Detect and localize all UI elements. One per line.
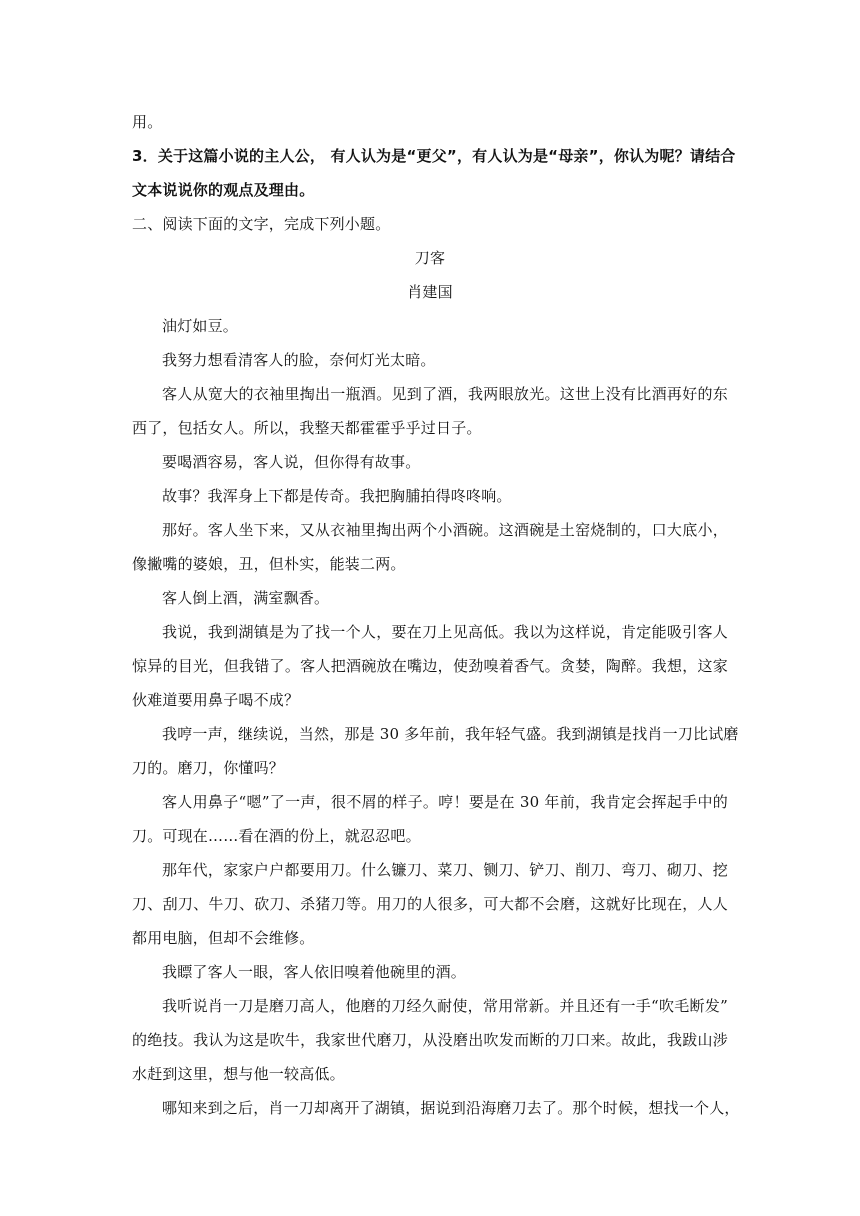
story-line: 西了，包括女人。所以，我整天都霍霍乎乎过日子。 <box>132 419 482 437</box>
story-line: 我瞟了客人一眼，客人依旧嗅着他碗里的酒。 <box>162 963 467 981</box>
story-line: 的绝技。我认为这是吹牛，我家世代磨刀，从没磨出吹发而断的刀口来。故此，我跋山涉 <box>132 1031 728 1049</box>
story-line: 我听说肖一刀是磨刀高人，他磨的刀经久耐使，常用常新。并且还有一手“吹毛断发” <box>162 997 728 1015</box>
story-author: 肖建国 <box>407 283 453 301</box>
story-line: 刀。可现在……看在酒的份上，就忍忍吧。 <box>132 827 421 845</box>
story-line: 刀、刮刀、牛刀、砍刀、杀猪刀等。用刀的人很多，可大都不会磨，这就好比现在，人人 <box>132 895 728 913</box>
story-line: 客人倒上酒，满室飘香。 <box>162 589 330 607</box>
story-line: 我说，我到湖镇是为了找一个人，要在刀上见高低。我以为这样说，肯定能吸引客人 <box>162 623 728 641</box>
story-line: 客人用鼻子“嗯”了一声，很不屑的样子。哼！要是在 30 年前，我肯定会挥起手中的 <box>162 793 728 811</box>
previous-answer-tail: 用。 <box>132 113 163 131</box>
story-line: 客人从宽大的衣袖里掏出一瓶酒。见到了酒，我两眼放光。这世上没有比酒再好的东 <box>162 385 728 403</box>
story-line: 刀的。磨刀，你懂吗？ <box>132 759 285 777</box>
story-line: 我哼一声，继续说，当然，那是 30 多年前，我年轻气盛。我到湖镇是找肖一刀比试磨 <box>162 725 739 743</box>
question-3-line-2: 文本说说你的观点及理由。 <box>132 181 315 199</box>
story-line: 伙难道要用鼻子喝不成？ <box>132 691 300 709</box>
story-line: 水赶到这里，想与他一较高低。 <box>132 1065 345 1083</box>
story-line: 那好。客人坐下来，又从衣袖里掏出两个小酒碗。这酒碗是土窑烧制的，口大底小， <box>162 521 728 539</box>
story-title: 刀客 <box>414 249 446 267</box>
story-line: 像撇嘴的婆娘，丑，但朴实，能装二两。 <box>132 555 406 573</box>
story-line: 那年代，家家户户都要用刀。什么镰刀、菜刀、铡刀、铲刀、削刀、弯刀、砌刀、挖 <box>162 861 728 879</box>
story-line: 惊异的目光，但我错了。客人把酒碗放在嘴边，使劲嗅着香气。贪婪，陶醉。我想，这家 <box>132 657 728 675</box>
story-line: 油灯如豆。 <box>162 317 239 335</box>
story-line: 故事？我浑身上下都是传奇。我把胸脯拍得咚咚响。 <box>162 487 512 505</box>
story-line: 我努力想看清客人的脸，奈何灯光太暗。 <box>162 351 436 369</box>
story-line: 要喝酒容易，客人说，但你得有故事。 <box>162 453 421 471</box>
story-line: 都用电脑，但却不会维修。 <box>132 929 315 947</box>
story-line: 哪知来到之后，肖一刀却离开了湖镇，据说到沿海磨刀去了。那个时候，想找一个人， <box>162 1099 740 1117</box>
section-2-heading: 二、阅读下面的文字，完成下列小题。 <box>132 215 391 233</box>
question-3-line-1: 3．关于这篇小说的主人公， 有人认为是“更父”，有人认为是“母亲”，你认为呢？请结合 <box>132 147 736 165</box>
